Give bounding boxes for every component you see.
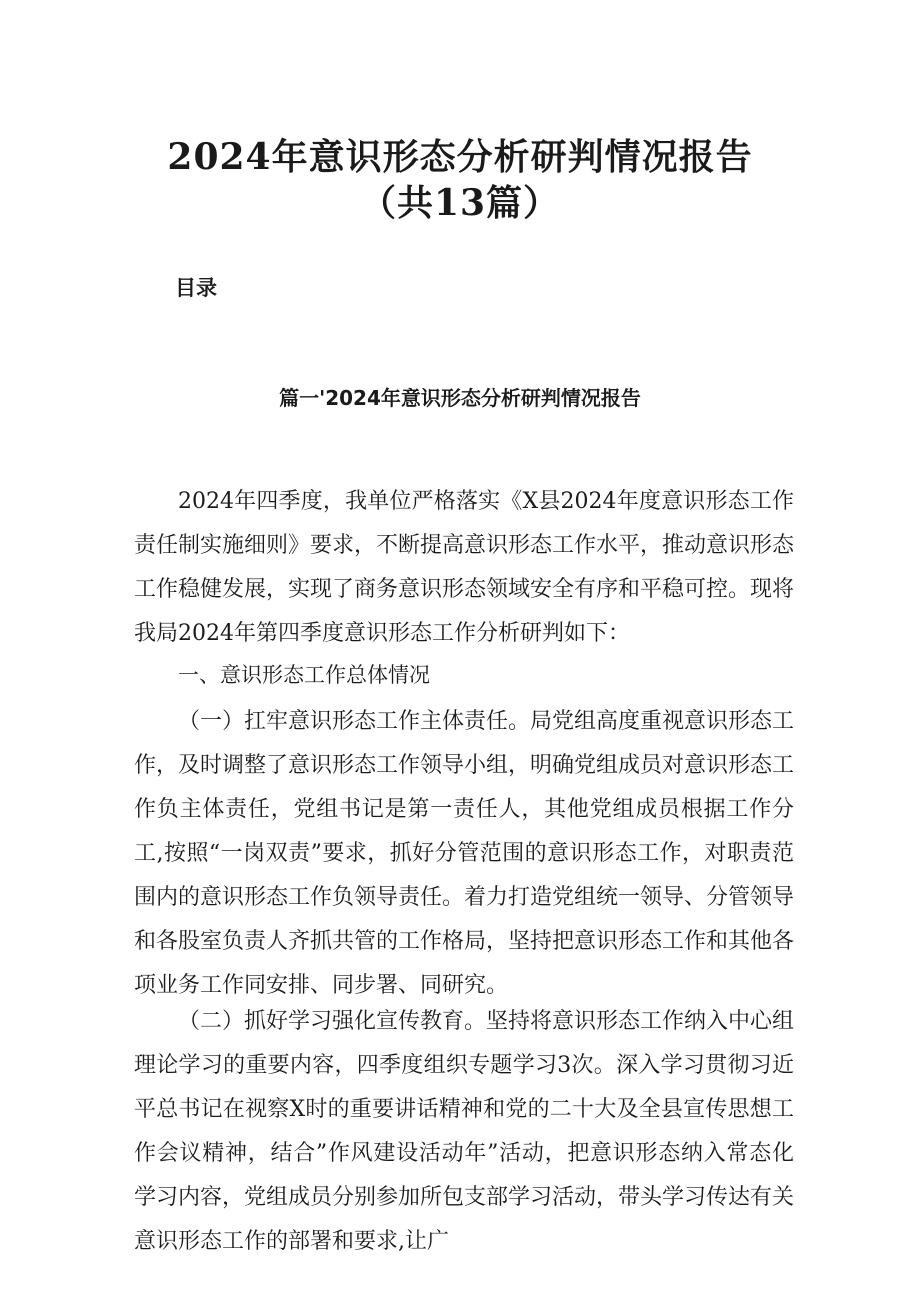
paragraph-item-2: （二）抓好学习强化宣传教育。坚持将意识形态工作纳入中心组理论学习的重要内容，四季度组织专题学习3次。深入学习贯彻习近平总书记在视察X时的重要讲话精神和党的二十大及全县宣传思想工作会议精神，结合”作风建设活动年”活动，把意识形态纳入常态化学习内容，党组成员分别参加所包支部学习活动，带头学习传达有关意识形态工作的部署和要求,让广	[134, 1009, 795, 1254]
paragraph-item-1: （一）扛牢意识形态工作主体责任。局党组高度重视意识形态工作，及时调整了意识形态工作领导小组，明确党组成员对意识形态工作负主体责任，党组书记是第一责任人，其他党组成员根据工作分工,按照“一岗双责”要求，抓好分管范围的意识形态工作，对职责范围内的意识形态工作负领导责任。着力打造党组统一领导、分管领导和各股室负责人齐抓共管的工作格局，坚持把意识形态工作和其他各项业务工作同安排、同步署、同研究。	[134, 709, 795, 998]
chapter-title: 篇一'2024年意识形态分析研判情况报告	[279, 386, 641, 410]
intro-paragraph: 2024年四季度，我单位严格落实《X县2024年度意识形态工作责任制实施细则》要求，不断提高意识形态工作水平，推动意识形态工作稳健发展，实现了商务意识形态领域安全有序和平稳可控。现将我局2024年第四季度意识形态工作分析研判如下：	[134, 489, 795, 646]
toc-label: 目录	[175, 276, 217, 300]
document-title: 2024年意识形态分析研判情况报告（共13篇）	[167, 136, 753, 224]
section-heading: 一、意识形态工作总体情况	[178, 663, 430, 687]
